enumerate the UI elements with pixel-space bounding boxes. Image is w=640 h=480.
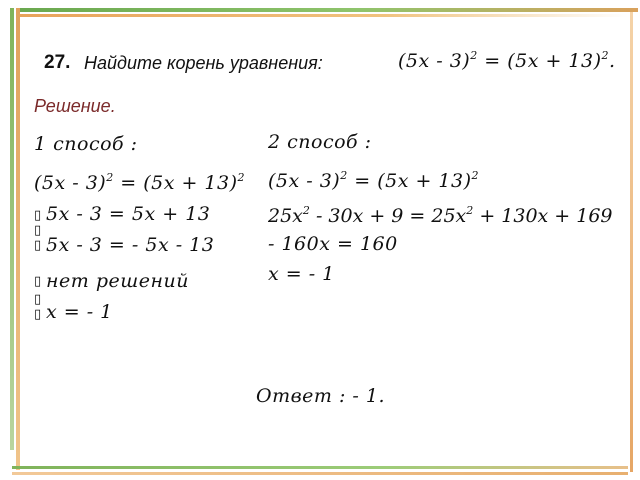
method1-equation (34, 172, 245, 193)
method2-title: 2 способ : (268, 131, 372, 153)
method2-line3: x = - 1 (268, 263, 335, 285)
m2-eq-left-exp: 2 (340, 169, 348, 182)
method1-line3: нет решений (46, 270, 189, 292)
method2-equation (268, 170, 479, 191)
m2-exp-a-exp: 2 (302, 204, 310, 217)
method1-line1: 5x - 3 = 5x + 13 (46, 203, 211, 225)
frame-right-orange-bar (630, 12, 633, 472)
frame-left-orange-bar (16, 8, 20, 470)
brace-glyph-icon: ▯ (34, 274, 42, 289)
method1-line4: x = - 1 (46, 301, 113, 323)
m1-eq-left: (5x - 3) (34, 172, 107, 194)
method1-line2: 5x - 3 = - 5x - 13 (46, 234, 215, 256)
m2-exp-b-exp: 2 (466, 204, 474, 217)
m2-eq-right-exp: 2 (471, 169, 480, 182)
m2-exp-c: + 130x + 169 (473, 205, 613, 227)
task-eq-mid: = (5x + 13) (477, 50, 602, 72)
answer: Ответ : - 1. (256, 385, 385, 407)
frame-left-green-bar (10, 8, 14, 450)
method1-title: 1 способ : (34, 133, 138, 155)
frame-bottom-orange-bar (12, 472, 628, 475)
m1-eq-right-exp: 2 (237, 171, 246, 184)
task-eq-left-exp: 2 (470, 49, 478, 62)
brace-glyph-icon: ▯ (34, 238, 42, 253)
brace-glyph-icon: ▯ (34, 292, 42, 307)
brace-glyph-icon: ▯ (34, 307, 42, 322)
m1-eq-mid: = (5x + 13) (113, 172, 238, 194)
task-eq-right-exp: 2 (601, 49, 610, 62)
m2-exp-a: 25x (268, 205, 303, 227)
method2-expanded (268, 205, 613, 226)
frame-top-orange-bar (18, 14, 628, 17)
brace-glyph-icon: ▯ (34, 208, 42, 223)
task-eq-left: (5x - 3) (398, 50, 471, 72)
task-text: Найдите корень уравнения: (84, 53, 323, 73)
solution-heading: Решение. (34, 96, 116, 116)
method2-line2: - 160x = 160 (268, 233, 398, 255)
m2-eq-left: (5x - 3) (268, 170, 341, 192)
task-equation (398, 50, 616, 71)
m1-eq-left-exp: 2 (106, 171, 114, 184)
task-number: 27. (44, 52, 71, 73)
task-eq-end: . (609, 50, 616, 72)
frame-bottom-green-bar (12, 466, 628, 469)
brace-glyph-icon: ▯ (34, 223, 42, 238)
m2-exp-b: - 30x + 9 = 25x (309, 205, 467, 227)
m2-eq-mid: = (5x + 13) (347, 170, 472, 192)
frame-top-green-bar (18, 8, 638, 12)
